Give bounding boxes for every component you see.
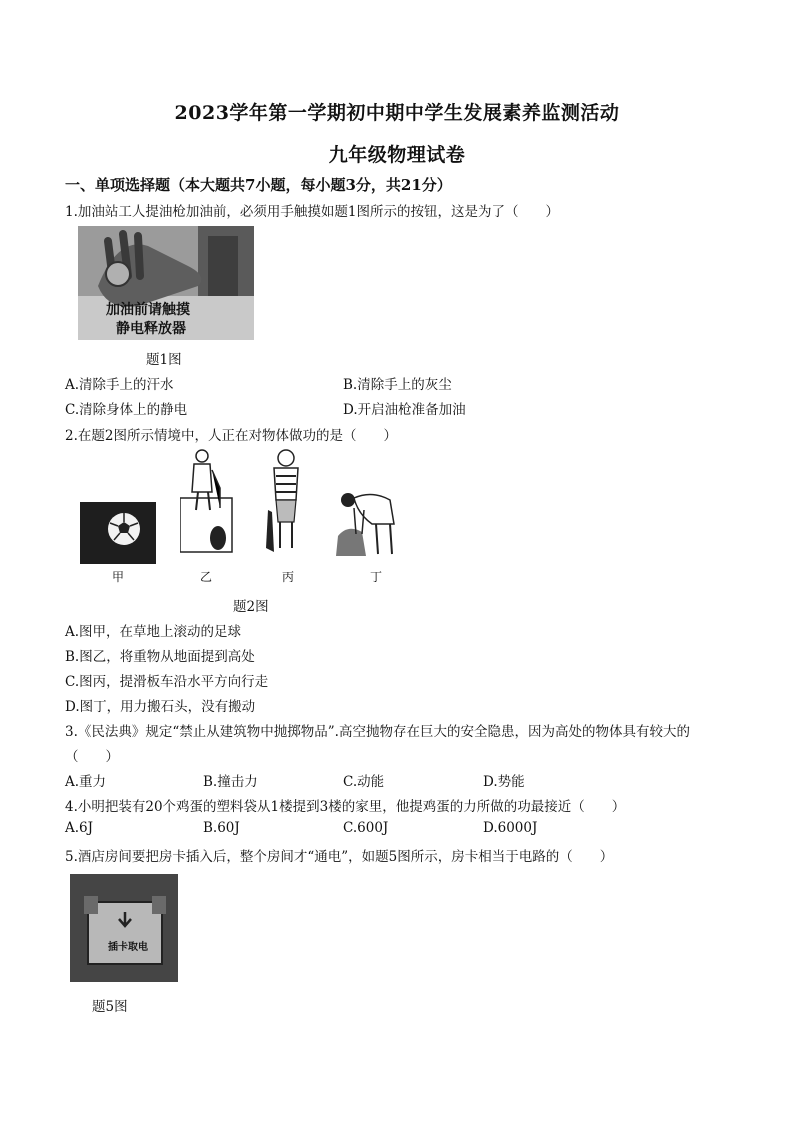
q2-label-yi: 乙: [200, 570, 213, 584]
q5-photo: [70, 874, 178, 982]
question-2-stem: 2.在题2图所示情境中，人正在对物体做功的是（ ）: [65, 428, 397, 444]
q2-label-bing: 丙: [282, 570, 295, 584]
q2-label-ding: 丁: [370, 570, 383, 584]
q3-option-b: B.撞击力: [203, 774, 258, 790]
q4-option-a: A.6J: [65, 820, 94, 836]
q1-option-c: C.清除身体上的静电: [65, 402, 188, 418]
q1-photo-text-line2: 静电释放器: [116, 321, 186, 337]
q4-option-b: B.60J: [203, 820, 240, 836]
q2-option-b: B.图乙，将重物从地面提到高处: [65, 649, 255, 665]
q2-caption: 题2图: [233, 599, 269, 615]
section-heading: 一、单项选择题（本大题共7小题，每小题3分，共21分）: [65, 176, 452, 194]
question-3-stem-cont: （ ）: [65, 749, 119, 765]
q1-option-d: D.开启油枪准备加油: [343, 402, 466, 418]
q1-option-a: A.清除手上的汗水: [65, 377, 174, 393]
q2-option-c: C.图丙，提滑板车沿水平方向行走: [65, 674, 269, 690]
q2-label-jia: 甲: [112, 570, 125, 584]
q1-photo: [78, 226, 254, 340]
q4-option-d: D.6000J: [483, 820, 538, 836]
q2-figure-bing: [260, 448, 308, 560]
q1-photo-text-line1: 加油前请触摸: [106, 302, 190, 318]
football-icon: [80, 502, 156, 564]
q3-option-a: A.重力: [65, 774, 107, 790]
q2-option-d: D.图丁，用力搬石头，没有搬动: [65, 699, 256, 715]
question-4-stem: 4.小明把装有20个鸡蛋的塑料袋从1楼提到3楼的家里，他提鸡蛋的力所做的功最接近（ ）: [65, 799, 626, 815]
exam-subtitle: 九年级物理试卷: [328, 144, 466, 166]
q3-option-c: C.动能: [343, 774, 385, 790]
exam-title: 2023学年第一学期初中期中学生发展素养监测活动: [174, 102, 620, 124]
question-5-stem: 5.酒店房间要把房卡插入后，整个房间才“通电”，如题5图所示，房卡相当于电路的（ ）: [65, 849, 614, 865]
q2-figure-yi: [180, 448, 236, 554]
question-3-stem: 3.《民法典》规定“禁止从建筑物中抛掷物品”.高空抛物存在巨大的安全隐患，因为高处的物体具有较大的: [65, 724, 690, 740]
q5-photo-text: 插卡取电: [108, 942, 148, 953]
q2-figure-jia: [80, 502, 156, 564]
card-slot-image: [70, 874, 178, 982]
q1-caption: 题1图: [146, 352, 182, 368]
question-1-stem: 1.加油站工人提油枪加油前，必须用手触摸如题1图所示的按钮，这是为了（ ）: [65, 204, 559, 220]
q2-figure-ding: [332, 484, 402, 560]
q4-option-c: C.600J: [343, 820, 389, 836]
q2-option-a: A.图甲，在草地上滚动的足球: [65, 624, 242, 640]
q5-caption: 题5图: [92, 999, 128, 1015]
q1-option-b: B.清除手上的灰尘: [343, 377, 452, 393]
q3-option-d: D.势能: [483, 774, 525, 790]
